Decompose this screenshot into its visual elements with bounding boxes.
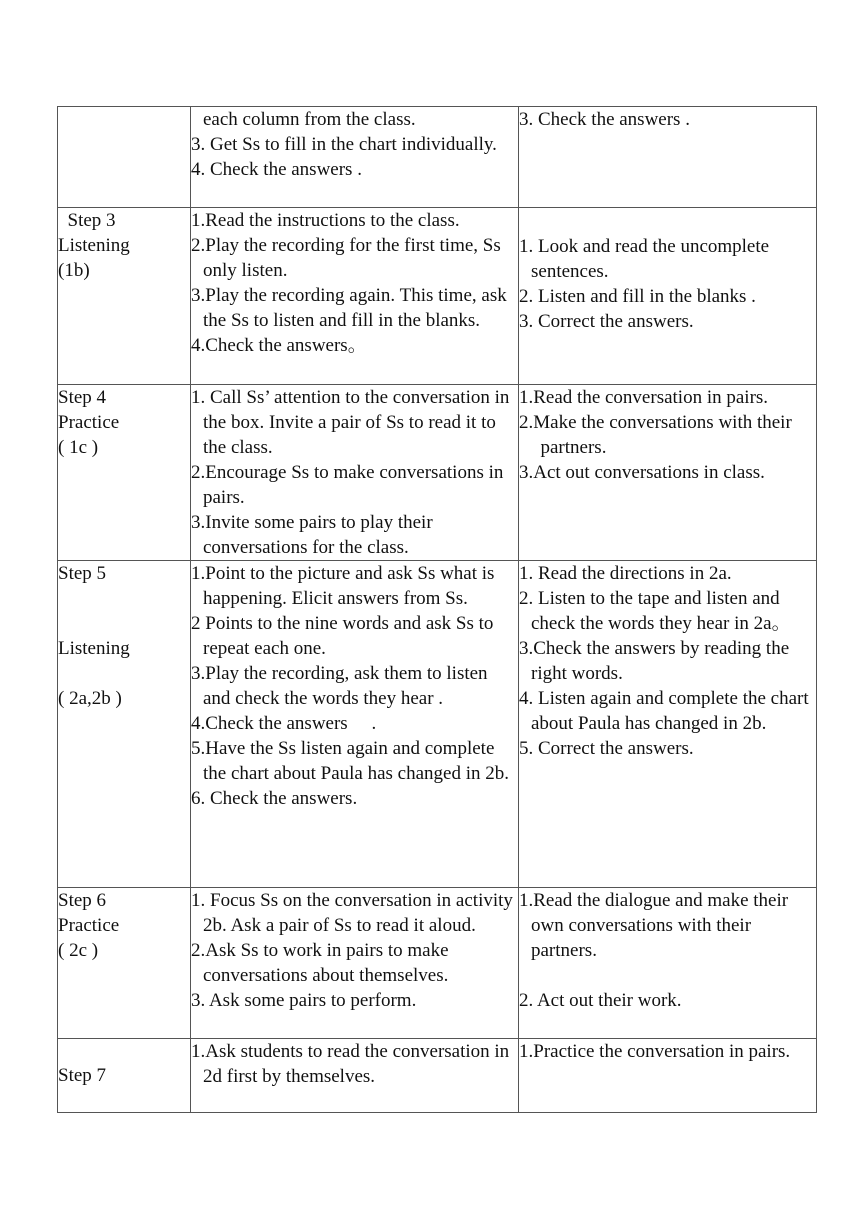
teacher-activity-item: 3. Get Ss to fill in the chart individually.: [191, 134, 497, 155]
student-activity-item: 2. Listen to the tape and listen and check the words they hear in 2a。: [519, 588, 791, 634]
table-row: [58, 1039, 817, 1113]
step-label: Step 3: [58, 210, 116, 231]
teacher-activity-item: 2 Points to the nine words and ask Ss to repeat each one.: [191, 613, 494, 659]
student-activity-item: [519, 963, 816, 988]
teacher-activity-item: 3.Invite some pairs to play their conversations for the class.: [191, 512, 433, 558]
step-cell: [58, 385, 191, 561]
table-row: [58, 107, 817, 208]
step-label: [58, 586, 190, 611]
student-activity-item: 1.Read the conversation in pairs.: [519, 387, 769, 408]
step-label: Step 6: [58, 890, 107, 911]
student-activity-item: 3. Check the answers .: [519, 109, 690, 130]
student-activity-item: 5. Correct the answers.: [519, 738, 694, 759]
student-activities-cell: [519, 208, 817, 385]
teacher-activity-item: 1. Focus Ss on the conversation in activity 2b. Ask a pair of Ss to read it aloud.: [191, 890, 513, 936]
teacher-activity-item: each column from the class.: [203, 109, 416, 130]
teacher-activity-item: 4.Check the answers。: [191, 335, 367, 356]
step-cell: [58, 561, 191, 888]
teacher-activity-item: 1.Ask students to read the conversation in 2d first by themselves.: [191, 1041, 510, 1087]
teacher-activities-cell: [191, 888, 519, 1039]
table-row: [58, 385, 817, 561]
step-label: Step 4: [58, 387, 107, 408]
step-label: Step 5: [58, 563, 107, 584]
student-activities-cell: [519, 888, 817, 1039]
teacher-activities-cell: [191, 561, 519, 888]
table-row: [58, 561, 817, 888]
teacher-activity-item: 2.Encourage Ss to make conversations in pairs.: [191, 462, 504, 508]
step-label: (1b): [58, 260, 90, 281]
step-label: Listening: [58, 638, 130, 659]
teacher-activity-item: 4. Check the answers .: [191, 159, 362, 180]
step-label: Practice: [58, 915, 120, 936]
teacher-activity-item: 2.Play the recording for the first time, Ss only listen.: [191, 235, 501, 281]
teacher-activities-cell: [191, 107, 519, 208]
student-activity-item: 2. Act out their work.: [519, 990, 682, 1011]
teacher-activity-item: 1.Point to the picture and ask Ss what is happening. Elicit answers from Ss.: [191, 563, 495, 609]
teacher-activities-cell: [191, 208, 519, 385]
teacher-activity-item: 3.Play the recording, ask them to listen and check the words they hear .: [191, 663, 488, 709]
teacher-activity-item: 6. Check the answers.: [191, 788, 358, 809]
step-label: ( 2a,2b ): [58, 688, 122, 709]
teacher-activity-item: 5.Have the Ss listen again and complete the chart about Paula has changed in 2b.: [191, 738, 510, 784]
student-activity-item: 1.Practice the conversation in pairs.: [519, 1041, 791, 1062]
student-activity-item: 1.Read the dialogue and make their own conversations with their partners.: [519, 890, 789, 961]
step-label: Listening: [58, 235, 130, 256]
teacher-activities-cell: [191, 385, 519, 561]
step-cell: [58, 208, 191, 385]
student-activity-item: 4. Listen again and complete the chart about Paula has changed in 2b.: [519, 688, 809, 734]
step-label: Step 7: [58, 1065, 107, 1086]
lesson-plan-table: [57, 106, 817, 1113]
step-label: ( 2c ): [58, 940, 99, 961]
table-body: [58, 107, 817, 1113]
teacher-activity-item: 3. Ask some pairs to perform.: [191, 990, 417, 1011]
teacher-activity-item: 4.Check the answers .: [191, 713, 377, 734]
step-label: ( 1c ): [58, 437, 99, 458]
table-row: [58, 888, 817, 1039]
student-activity-item: 3.Check the answers by reading the right words.: [519, 638, 790, 684]
teacher-activity-item: 1. Call Ss’ attention to the conversation in the box. Invite a pair of Ss to read it to the class.: [191, 387, 510, 458]
teacher-activities-cell: [191, 1039, 519, 1113]
step-cell: [58, 107, 191, 208]
student-activities-cell: [519, 385, 817, 561]
step-cell: [58, 1039, 191, 1113]
student-activity-item: 1. Read the directions in 2a.: [519, 563, 732, 584]
table-row: [58, 208, 817, 385]
student-activity-item: 2. Listen and fill in the blanks .: [519, 286, 756, 307]
step-label: [58, 661, 190, 686]
student-activity-item: 2.Make the conversations with their partners.: [519, 412, 792, 458]
step-label: [58, 611, 190, 636]
step-cell: [58, 888, 191, 1039]
teacher-activity-item: 2.Ask Ss to work in pairs to make conversations about themselves.: [191, 940, 449, 986]
student-activity-item: 1. Look and read the uncomplete sentences.: [519, 236, 770, 282]
step-label: Practice: [58, 412, 120, 433]
student-activity-item: 3.Act out conversations in class.: [519, 462, 765, 483]
student-activities-cell: [519, 561, 817, 888]
student-activities-cell: [519, 107, 817, 208]
student-activity-item: 3. Correct the answers.: [519, 311, 694, 332]
student-activities-cell: [519, 1039, 817, 1113]
teacher-activity-item: 3.Play the recording again. This time, ask the Ss to listen and fill in the blanks.: [191, 285, 507, 331]
teacher-activity-item: 1.Read the instructions to the class.: [191, 210, 460, 231]
